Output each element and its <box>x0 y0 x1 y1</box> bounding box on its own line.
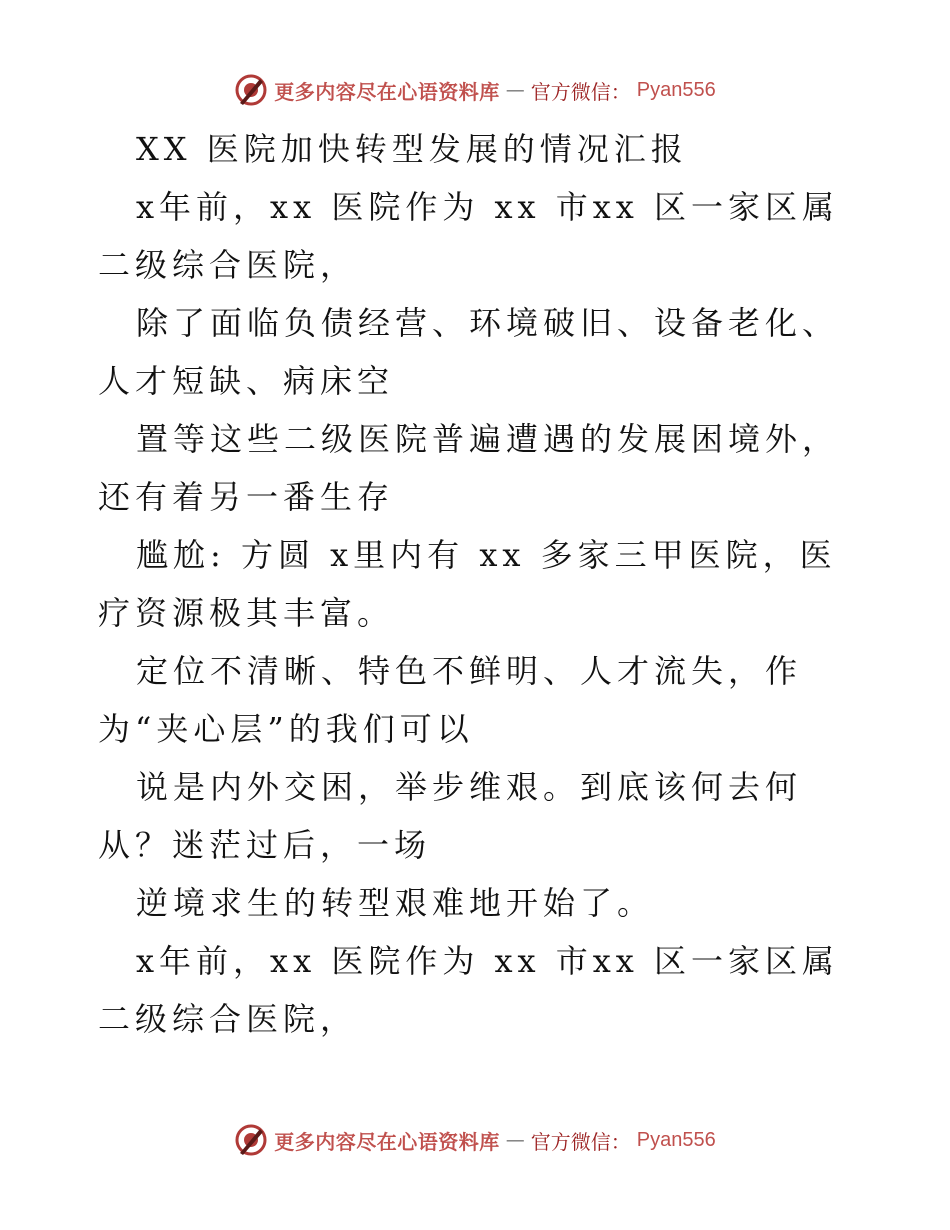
paragraph-1: x年前，xx 医院作为 xx 市xx 区一家区属二级综合医院， <box>98 188 840 284</box>
paragraph-8: x年前，xx 医院作为 xx 市xx 区一家区属二级综合医院， <box>98 942 840 1038</box>
footer-main-text: 更多内容尽在心语资料库 <box>274 1129 500 1154</box>
header-wechat-id: Pyan556 <box>636 78 716 101</box>
document-title: XX 医院加快转型发展的情况汇报 <box>136 130 688 168</box>
quill-logo-icon <box>234 1123 268 1157</box>
paragraph-4: 尴尬: 方圆 x里内有 xx 多家三甲医院，医疗资源极其丰富。 <box>98 536 837 632</box>
header-main-text: 更多内容尽在心语资料库 <box>274 79 500 104</box>
header-official-label: 官方微信： <box>530 79 631 104</box>
quill-logo-icon <box>234 73 268 107</box>
header-separator: — <box>505 79 525 101</box>
footer-separator: — <box>505 1129 525 1151</box>
paragraph-3: 置等这些二级医院普遍遭遇的发展困境外，还有着另一番生存 <box>98 420 840 516</box>
document-body <box>98 120 858 1048</box>
header-banner <box>0 70 950 110</box>
paragraph-6: 说是内外交困，举步维艰。到底该何去何从？迷茫过后，一场 <box>98 768 803 864</box>
paragraph-7: 逆境求生的转型艰难地开始了。 <box>136 884 655 922</box>
paragraph-5: 定位不清晰、特色不鲜明、人才流失，作为“夹心层”的我们可以 <box>98 652 803 748</box>
footer-wechat-id: Pyan556 <box>636 1128 716 1151</box>
footer-banner <box>0 1120 950 1160</box>
paragraph-2: 除了面临负债经营、环境破旧、设备老化、人才短缺、病床空 <box>98 304 840 400</box>
footer-official-label: 官方微信： <box>530 1129 631 1154</box>
